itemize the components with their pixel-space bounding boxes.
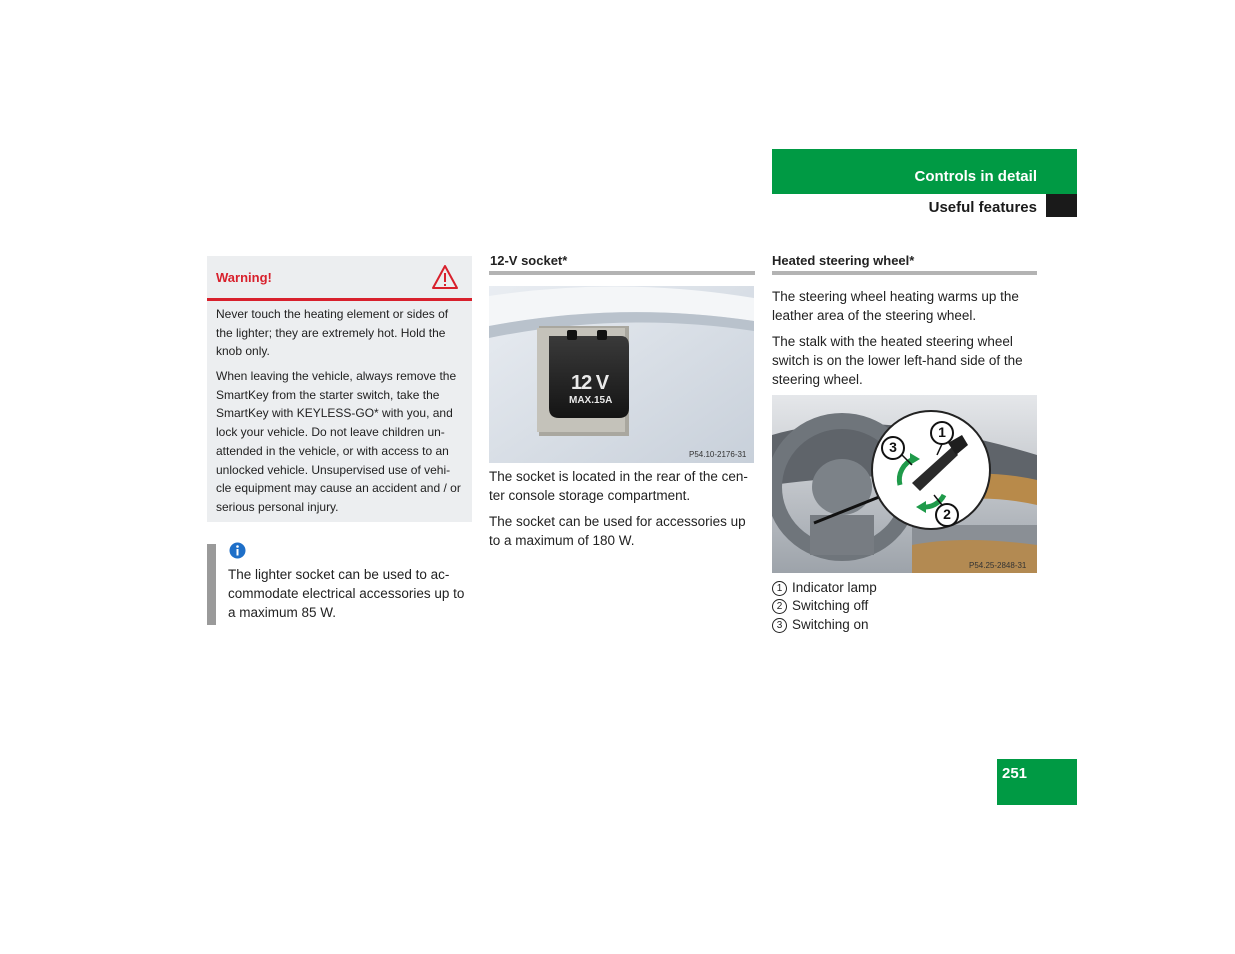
socket-heading: 12-V socket* <box>490 253 568 268</box>
socket-photo <box>489 286 754 463</box>
heading-rule <box>772 271 1037 275</box>
section-title: Useful features <box>928 199 1037 216</box>
socket-paragraph: The socket is located in the rear of the cen-ter console storage compartment. <box>489 469 748 503</box>
legend-text: Switching off <box>792 598 869 613</box>
legend-item <box>772 579 877 597</box>
image-code: P54.25-2848-31 <box>969 561 1027 570</box>
warning-paragraph: When leaving the vehicle, always remove the SmartKey from the starter switch, take the SmartKey with KEYLESS-GO* with you, and lock your vehicle. Do not leave children un-attended in the vehicle, or with access to an unlocked vehicle. Unsupervised use of vehi-cle equipment may cause an accident and / or serious personal injury. <box>216 369 461 514</box>
image-code: P54.10-2176-31 <box>689 450 747 459</box>
callout-3: 3 <box>889 439 897 455</box>
legend-text: Indicator lamp <box>792 580 877 595</box>
warning-box <box>207 256 472 522</box>
chapter-title: Controls in detail <box>914 168 1037 185</box>
heading-rule <box>489 271 755 275</box>
legend-item <box>772 597 868 615</box>
legend-item <box>772 616 869 634</box>
heated-wheel-heading: Heated steering wheel* <box>772 253 915 268</box>
socket-label-voltage: 12 V <box>571 372 609 394</box>
warning-title: Warning! <box>216 270 272 285</box>
legend-number: 1 <box>772 581 787 596</box>
legend-text: Switching on <box>792 617 869 632</box>
legend-number: 3 <box>772 618 787 633</box>
info-text: The lighter socket can be used to ac-commodate electrical accessories up to a maximum 85 W. <box>228 567 465 620</box>
callout-2: 2 <box>943 506 951 522</box>
heated-wheel-paragraph: The steering wheel heating warms up the leather area of the steering wheel. <box>772 289 1019 323</box>
info-bar <box>207 544 216 625</box>
warning-header <box>207 256 472 301</box>
info-icon <box>229 542 246 559</box>
section-tab-marker <box>1046 194 1077 217</box>
warning-triangle-icon <box>431 264 459 290</box>
page-number: 251 <box>1002 765 1028 782</box>
callout-1: 1 <box>938 424 946 440</box>
socket-paragraph: The socket can be used for accessories up to a maximum of 180 W. <box>489 514 746 548</box>
legend-number: 2 <box>772 599 787 614</box>
socket-label-max: MAX.15A <box>569 395 613 406</box>
warning-paragraph: Never touch the heating element or sides of the lighter; they are extremely hot. Hold the knob only. <box>216 307 449 359</box>
heated-wheel-paragraph: The stalk with the heated steering wheel switch is on the lower left-hand side of the steering wheel. <box>772 334 1023 387</box>
steering-wheel-photo <box>772 395 1037 573</box>
